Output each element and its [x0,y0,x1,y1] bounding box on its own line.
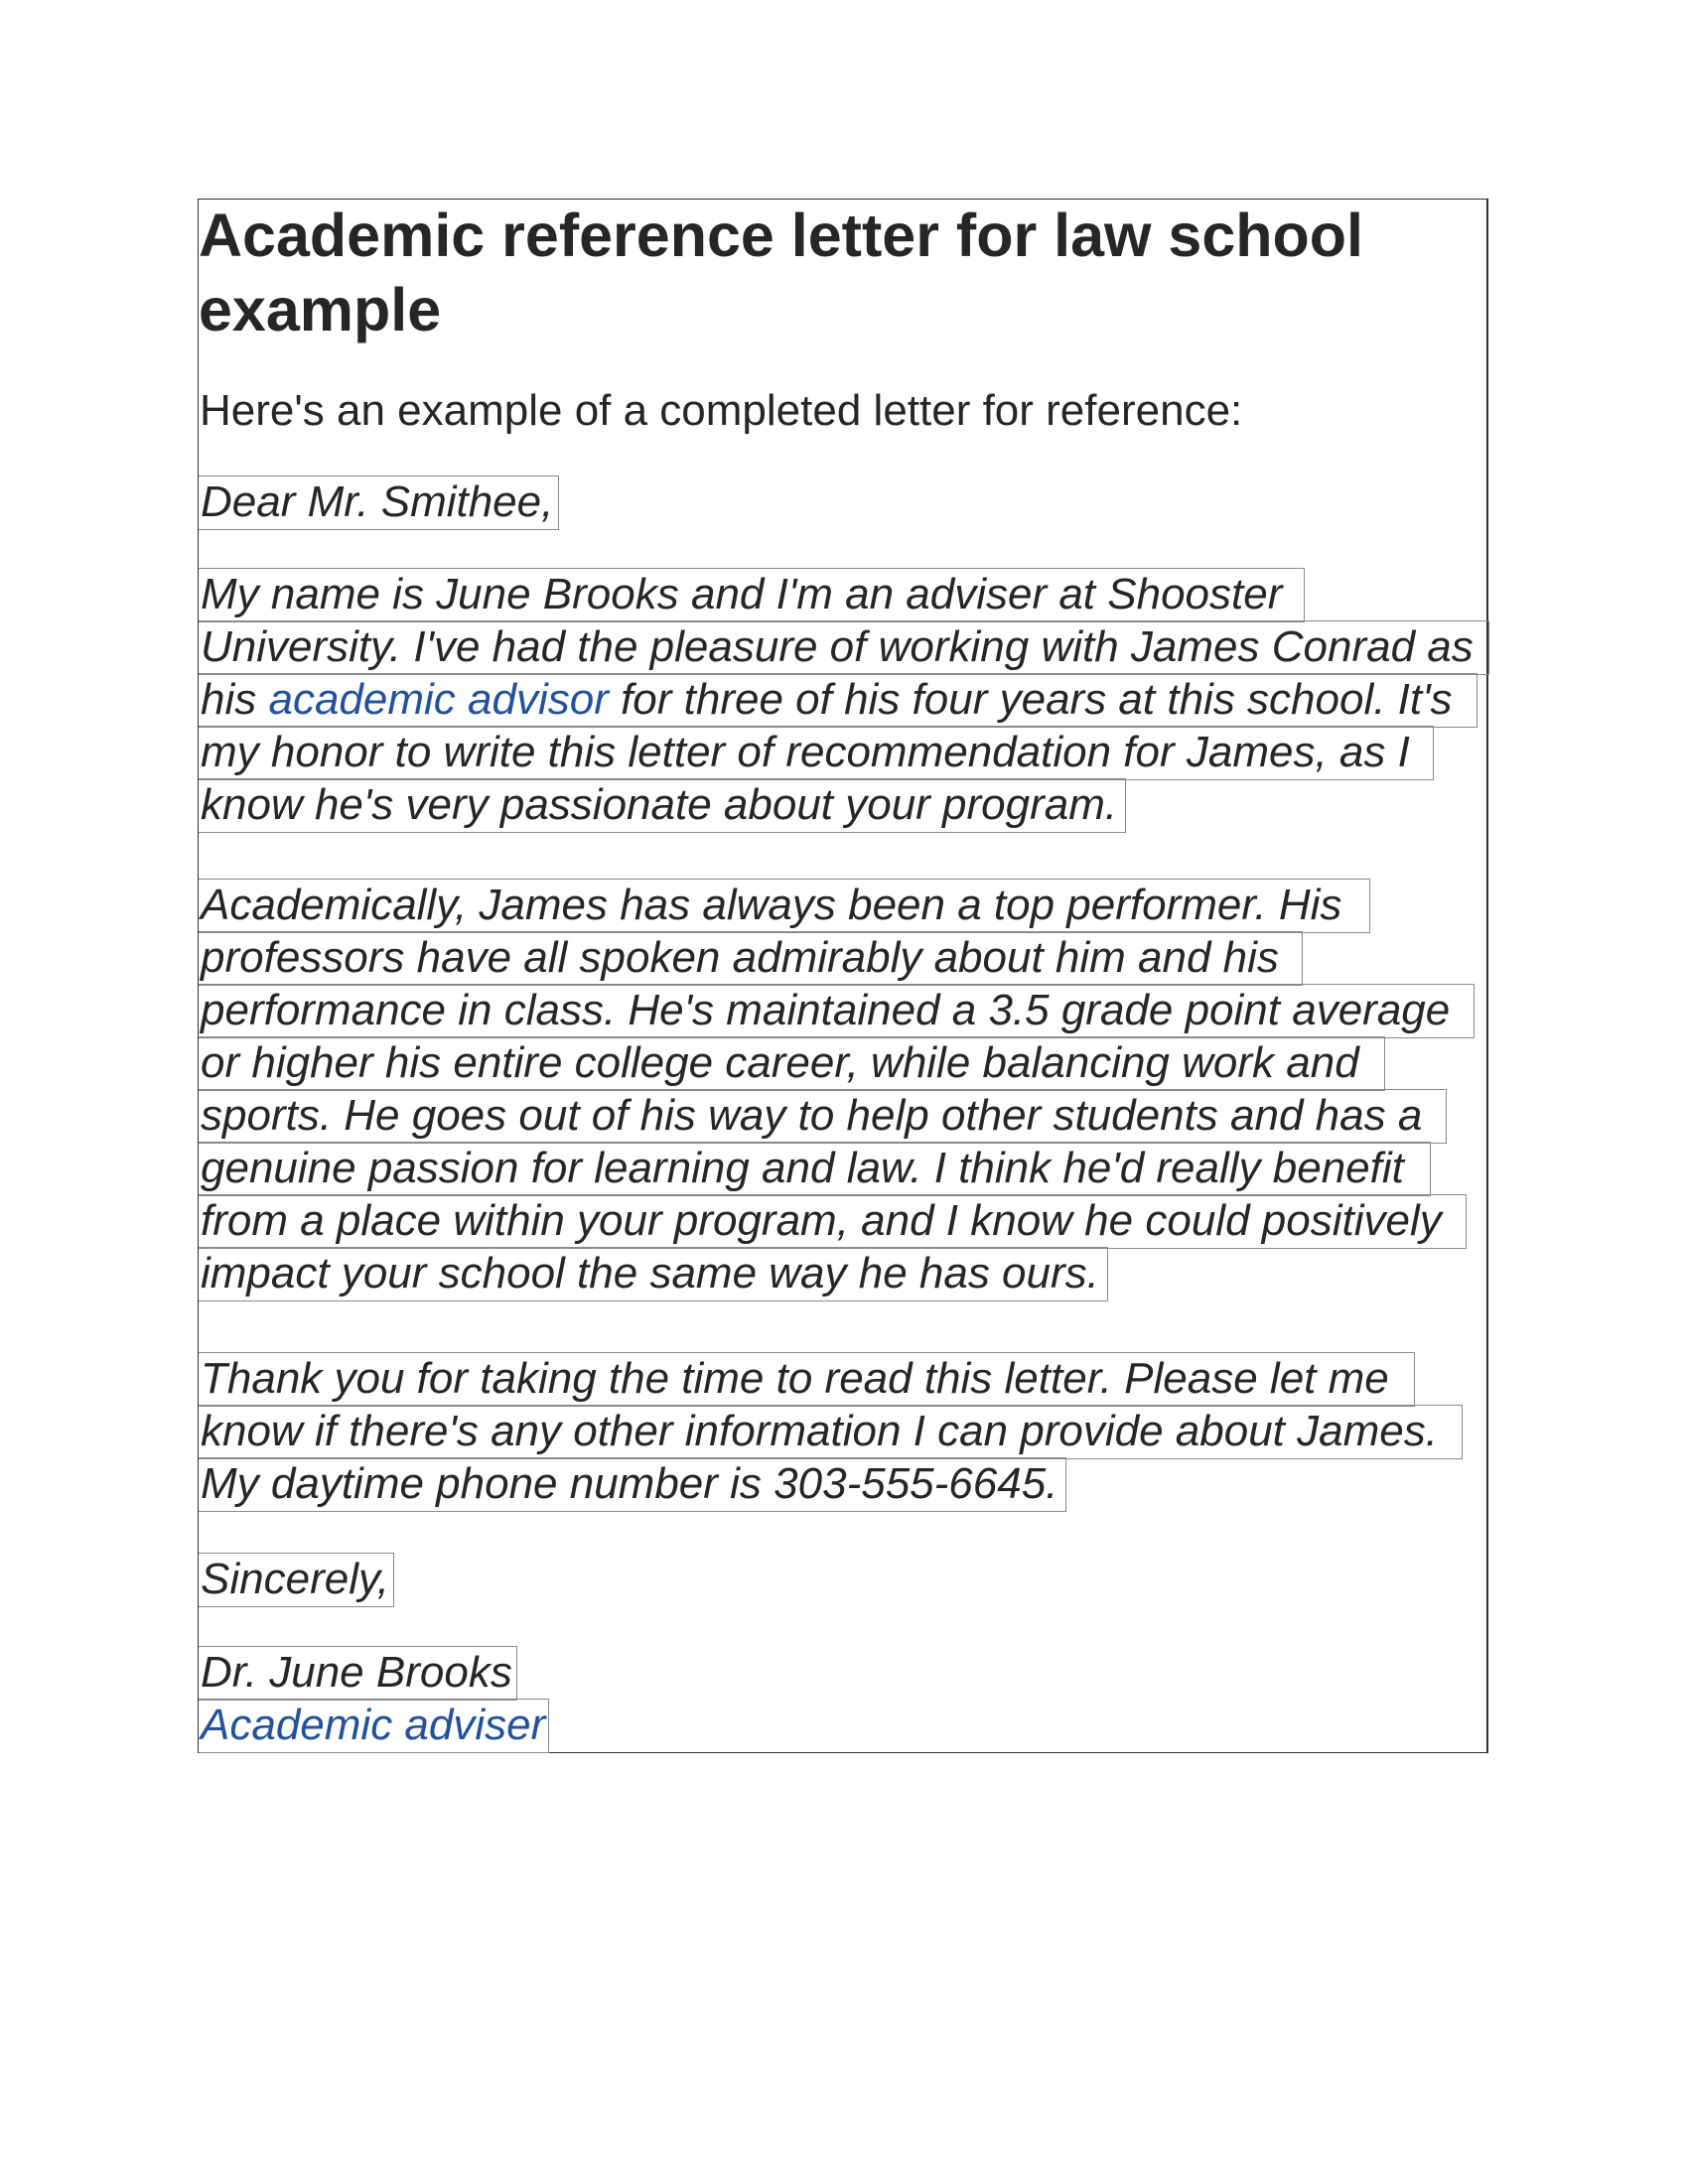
paragraph-line: sports. He goes out of his way to help other students and has a [199,1089,1447,1144]
paragraph-line [199,673,1477,728]
intro-text: Here's an example of a completed letter for reference: [200,386,1243,435]
paragraph-line: from a place within your program, and I know he could positively [199,1194,1467,1249]
closing-line: Sincerely, [199,1553,394,1607]
salutation-line: Dear Mr. Smithee, [199,476,559,530]
closing-block [199,1553,394,1607]
paragraph-line: My daytime phone number is 303-555-6645. [199,1457,1066,1512]
paragraph-line: professors have all spoken admirably about him and his [199,931,1303,986]
paragraph-line: My name is June Brooks and I'm an adviser at Shooster [199,568,1305,622]
paragraph-1 [199,568,1489,833]
paragraph-line: impact your school the same way he has ours. [199,1247,1108,1301]
paragraph-line: performance in class. He's maintained a 3.5 grade point average [199,984,1475,1038]
text-segment: his [201,675,269,724]
signature-name: Dr. June Brooks [199,1646,517,1701]
paragraph-line: Thank you for taking the time to read this letter. Please let me [199,1352,1415,1407]
paragraph-line: my honor to write this letter of recommendation for James, as I [199,726,1434,780]
paragraph-line: Academically, James has always been a top performer. His [199,879,1370,933]
signature-block [199,1646,549,1753]
paragraph-3 [199,1352,1463,1512]
page-title-line-1: Academic reference letter for law school [199,202,1363,269]
paragraph-line: or higher his entire college career, while balancing work and [199,1036,1385,1091]
text-segment: for three of his four years at this school. It's [608,675,1453,724]
paragraph-line: know if there's any other information I can provide about James. [199,1405,1463,1459]
signature-title: Academic adviser [199,1699,549,1753]
paragraph-line: University. I've had the pleasure of working with James Conrad as [199,620,1489,675]
page-title [199,199,1479,347]
document-frame [198,199,1488,1753]
paragraph-line: know he's very passionate about your program. [199,778,1126,833]
page-title-line-2: example [199,276,442,343]
paragraph-line: genuine passion for learning and law. I think he'd really benefit [199,1142,1431,1196]
paragraph-2 [199,879,1475,1301]
salutation-block [199,476,559,530]
academic-advisor-link[interactable]: academic advisor [268,675,609,724]
